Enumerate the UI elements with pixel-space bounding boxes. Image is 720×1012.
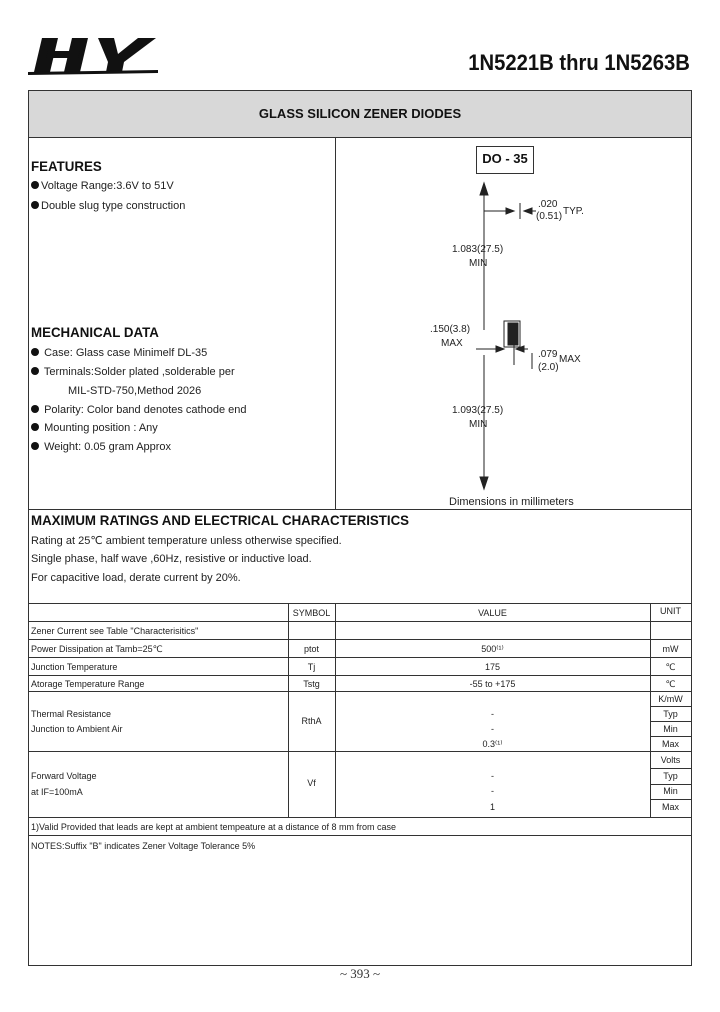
value-cell: 0.3⁽¹⁾: [482, 739, 503, 749]
symbol-cell: Tj: [307, 662, 316, 672]
table-rule: [650, 799, 691, 800]
mechanical-item: MIL-STD-750,Method 2026: [68, 385, 202, 397]
symbol-cell: RthA: [301, 716, 322, 726]
body-length-dim: .150(3.8): [430, 324, 471, 335]
table-rule: [650, 706, 691, 707]
feature-item: Voltage Range:3.6V to 51V: [31, 180, 174, 192]
body-length-note: MAX: [441, 338, 463, 349]
table-rule: [29, 817, 691, 818]
lead-length-bottom-note: MIN: [469, 419, 488, 430]
body-diameter-note: MAX: [559, 354, 581, 365]
lead-length-bottom-dim: 1.093(27.5): [452, 405, 504, 416]
body-diameter-mm: (2.0): [538, 362, 559, 373]
feature-item: Double slug type construction: [31, 200, 185, 212]
param-cell: Atorage Temperature Range: [31, 679, 145, 689]
table-rule: [650, 736, 691, 737]
table-rule: [29, 603, 691, 604]
bullet-icon: [31, 181, 39, 189]
qualifier-cell: Typ: [663, 709, 678, 719]
page-number: ~ 393 ~: [339, 966, 381, 981]
unit-cell: K/mW: [658, 694, 683, 704]
param-cell: Forward Voltage: [31, 771, 97, 781]
param-cell: Junction to Ambient Air: [31, 724, 123, 734]
mechanical-item: Mounting position : Any: [31, 422, 158, 434]
mechanical-item: Case: Glass case Minimelf DL-35: [31, 347, 207, 359]
qualifier-cell: Max: [661, 739, 679, 749]
qualifier-cell: Typ: [663, 771, 678, 781]
value-cell: -: [491, 724, 494, 734]
param-cell: Junction Temperature: [31, 662, 118, 672]
qualifier-cell: Min: [663, 786, 678, 796]
param-cell: Power Dissipation at Tamb=25℃: [31, 644, 163, 654]
package-label: DO - 35: [476, 146, 534, 174]
lead-diameter-mm: (0.51): [536, 211, 563, 222]
lead-length-top-dim: 1.083(27.5): [452, 244, 504, 255]
value-cell: 1: [489, 802, 495, 812]
features-heading: FEATURES: [31, 158, 102, 174]
table-rule: [29, 621, 691, 622]
package-outline-drawing: [336, 175, 691, 495]
unit-header: UNIT: [660, 606, 681, 616]
value-cell: -: [491, 786, 494, 796]
unit-cell: ℃: [665, 679, 676, 689]
body-diameter-dim: .079: [538, 349, 558, 360]
symbol-cell: Tstg: [303, 679, 320, 689]
mechanical-heading: MECHANICAL DATA: [31, 324, 159, 340]
notes-line: NOTES:Suffix "B" indicates Zener Voltage Tolerance 5%: [31, 841, 256, 851]
table-rule: [650, 721, 691, 722]
section-divider: [29, 509, 691, 510]
bullet-icon: [31, 442, 39, 450]
symbol-cell: Vf: [307, 778, 316, 788]
mechanical-item: Terminals:Solder plated ,solderable per: [31, 366, 235, 378]
value-cell: 500⁽¹⁾: [481, 644, 504, 654]
table-rule: [29, 657, 691, 658]
param-cell: Zener Current see Table "Characterisitics": [31, 626, 199, 636]
lead-diameter-dim: .020: [538, 199, 558, 210]
bullet-icon: [31, 423, 39, 431]
mechanical-item: Weight: 0.05 gram Approx: [31, 441, 171, 453]
bullet-icon: [31, 201, 39, 209]
table-rule: [650, 784, 691, 785]
table-footnote: 1)Valid Provided that leads are kept at ambient tempeature at a distance of 8 mm from case: [31, 822, 397, 832]
table-rule: [650, 768, 691, 769]
rating-note: Rating at 25℃ ambient temperature unless otherwise specified.: [31, 535, 342, 547]
dimension-caption: Dimensions in millimeters: [449, 496, 574, 508]
lead-length-top-note: MIN: [469, 258, 488, 269]
table-rule: [29, 835, 691, 836]
lead-diameter-note: TYP.: [563, 206, 584, 217]
bullet-icon: [31, 367, 39, 375]
part-number-range: 1N5221B thru 1N5263B: [468, 50, 690, 75]
company-logo: [28, 34, 164, 76]
value-cell: 175: [484, 662, 501, 672]
value-header: VALUE: [478, 608, 507, 618]
table-rule: [29, 691, 691, 692]
ratings-heading: MAXIMUM RATINGS AND ELECTRICAL CHARACTERISTICS: [31, 512, 410, 528]
value-cell: -: [491, 709, 494, 719]
table-rule: [29, 751, 691, 752]
bullet-icon: [31, 348, 39, 356]
param-cell: at IF=100mA: [31, 787, 83, 797]
unit-cell: mW: [662, 644, 679, 654]
rating-note: Single phase, half wave ,60Hz, resistive or inductive load.: [31, 553, 312, 565]
datasheet-title: GLASS SILICON ZENER DIODES: [258, 106, 462, 121]
qualifier-cell: Min: [663, 724, 678, 734]
symbol-cell: ptot: [303, 644, 319, 654]
unit-cell: ℃: [665, 662, 676, 672]
value-cell: -: [491, 771, 494, 781]
value-cell: -55 to +175: [469, 679, 516, 689]
param-cell: Thermal Resistance: [31, 709, 112, 719]
rating-note: For capacitive load, derate current by 20%.: [31, 572, 241, 584]
mechanical-item: Polarity: Color band denotes cathode end: [31, 404, 246, 416]
table-rule: [29, 639, 691, 640]
bullet-icon: [31, 405, 39, 413]
table-rule: [29, 675, 691, 676]
qualifier-cell: Max: [661, 802, 679, 812]
unit-cell: Volts: [660, 755, 681, 765]
symbol-header: SYMBOL: [292, 608, 331, 618]
